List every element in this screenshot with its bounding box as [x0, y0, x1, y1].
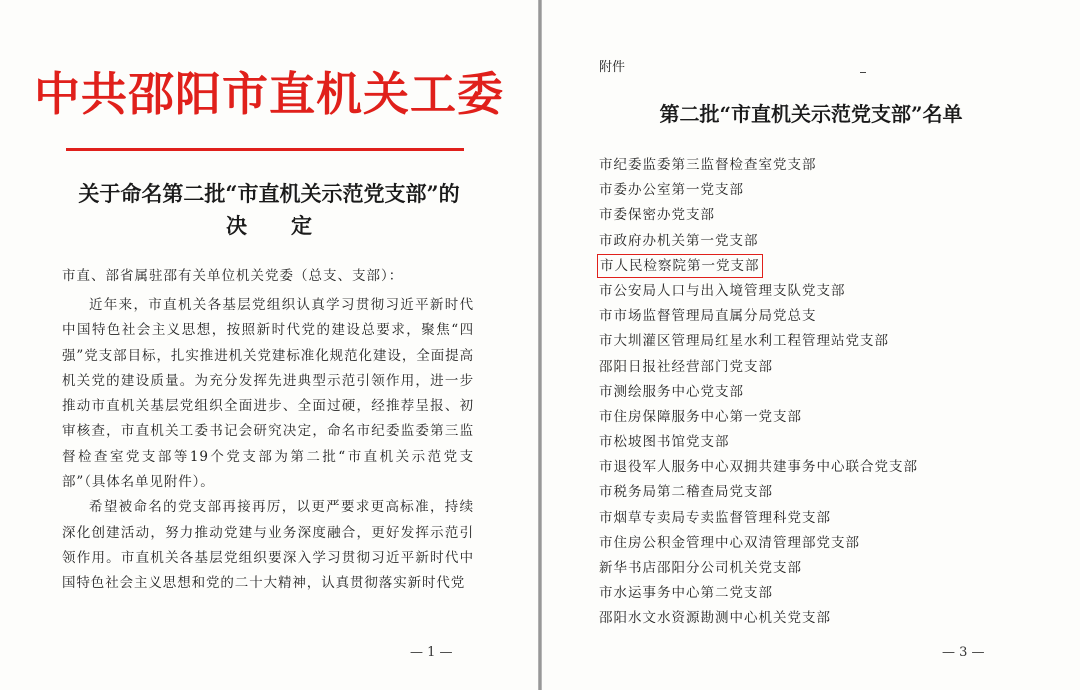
attachment-label: 附件 [599, 60, 626, 75]
page-number: — 1 — [410, 645, 453, 660]
decision-title-line1: 关于命名第二批“市直机关示范党支部”的 [78, 181, 460, 206]
branch-list [600, 155, 920, 634]
list-item-label: 市大圳灌区管理局红星水利工程管理站党支部 [599, 333, 889, 350]
list-item-label: 市政府办机关第一党支部 [599, 232, 759, 249]
list-item-label: 市税务局第二稽查局党支部 [599, 484, 773, 501]
decision-title [40, 178, 498, 242]
document-page-right [542, 0, 1080, 690]
page-number: — 3 — [942, 645, 985, 660]
body-text [62, 293, 474, 597]
list-item [600, 382, 920, 407]
list-item-label: 市纪委监委第三监督检查室党支部 [599, 157, 817, 173]
list-item [600, 231, 920, 256]
scan-mark [860, 72, 866, 73]
list-item [600, 180, 920, 205]
body-paragraph-2: 希望被命名的党支部再接再厉，以更严要求更高标准，持续深化创建活动，努力推动党建与业务深度融合，更好发挥示范引领作用。市直机关各基层党组织要深入学习贯彻习近平新时代中国特色社会主义思想和党的二十大精神，认真贯彻落实新时代党 [62, 499, 474, 592]
list-item [600, 155, 920, 180]
list-item-label: 市住房公积金管理中心双清管理部党支部 [599, 534, 860, 551]
list-item-label: 市委保密办党支部 [599, 207, 715, 224]
body-paragraph-1: 近年来，市直机关各基层党组织认真学习贯彻习近平新时代中国特色社会主义思想，按照新时代党的建设总要求，聚焦“四强”党支部目标，扎实推进机关党建标准化规范化建设，全面提高机关党的建设质量。为充分发挥先进典型示范引领作用，进一步推动市直机关基层党组织全面进步、全面过硬，经推荐呈报、初审核查，市直机关工委书记会研究决定，命名市纪委监委第三监督检查室党支部等19个党支部为第二批“市直机关示范党支部”（具体名单见附件）。 [62, 297, 474, 491]
list-item [600, 608, 920, 633]
list-item [600, 357, 920, 382]
list-item [600, 457, 920, 482]
list-item [600, 281, 920, 306]
list-item-label: 市公安局人口与出入境管理支队党支部 [599, 282, 846, 299]
red-separator-line [66, 148, 464, 151]
list-item-label: 市松坡图书馆党支部 [599, 434, 730, 451]
list-item [600, 508, 920, 533]
list-item-label: 邵阳水文水资源勘测中心机关党支部 [599, 610, 831, 627]
highlighted-list-item [600, 256, 920, 281]
masthead-title: 中共邵阳市直机关工委 [34, 67, 504, 121]
list-title: 第二批“市直机关示范党支部”名单 [659, 102, 963, 126]
list-item [600, 331, 920, 356]
list-item [600, 407, 920, 432]
list-item-label: 市测绘服务中心党支部 [599, 383, 744, 400]
list-item [600, 558, 920, 583]
list-item-label: 市委办公室第一党支部 [599, 182, 744, 199]
list-item [600, 432, 920, 457]
list-item [600, 306, 920, 331]
list-item-label: 市退役军人服务中心双拥共建事务中心联合党支部 [599, 459, 918, 476]
list-item [600, 205, 920, 230]
list-item-label: 新华书店邵阳分公司机关党支部 [599, 560, 802, 576]
list-item-label: 市烟草专卖局专卖监督管理科党支部 [599, 509, 831, 526]
list-item-label: 市水运事务中心第二党支部 [599, 585, 773, 602]
document-page-left [0, 0, 538, 690]
list-item-label: 邵阳日报社经营部门党支部 [599, 358, 773, 375]
list-item-label: 市人民检察院第一党支部 [597, 254, 763, 278]
list-item [600, 482, 920, 507]
decision-title-line2: 决定 [226, 213, 356, 238]
list-item-label: 市住房保障服务中心第一党支部 [599, 408, 802, 425]
addressee: 市直、部省属驻邵有关单位机关党委（总支、支部）： [62, 268, 404, 284]
list-item [600, 533, 920, 558]
list-item [600, 583, 920, 608]
list-item-label: 市市场监督管理局直属分局党总支 [599, 308, 817, 325]
